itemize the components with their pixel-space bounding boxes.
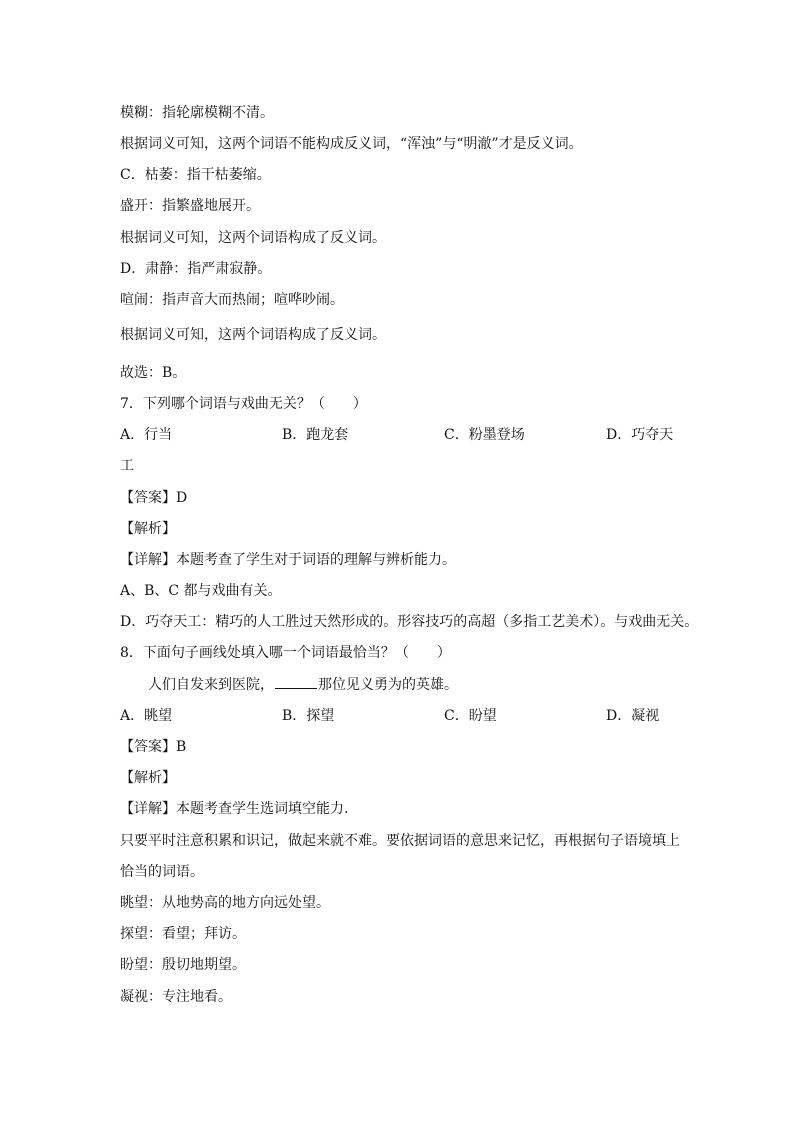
text-line: 故选：B。 bbox=[120, 365, 187, 381]
q8-option-d: D．凝视 bbox=[606, 708, 660, 724]
q7-detail: 【详解】本题考查了学生对于词语的理解与辨析能力。 bbox=[120, 552, 456, 568]
q8-explain-3: 探望：看望；拜访。 bbox=[120, 926, 246, 942]
q8-sentence-after: 那位见义勇为的英雄。 bbox=[318, 677, 458, 693]
q7-option-c: C．粉墨登场 bbox=[444, 427, 525, 443]
q8-sentence bbox=[148, 676, 458, 694]
q7-explain-2: D．巧夺天工：精巧的人工胜过天然形成的。形容技巧的高超（多指工艺美术）。与戏曲无关。 bbox=[120, 614, 699, 630]
text-line: 喧闹：指声音大而热闹；喧哗吵闹。 bbox=[120, 292, 344, 308]
q8-explain-4: 盼望：殷切地期望。 bbox=[120, 957, 246, 973]
q8-explain-2: 眺望：从地势高的地方向远处望。 bbox=[120, 895, 330, 911]
q8-explain-1b: 恰当的词语。 bbox=[120, 864, 204, 880]
q7-analysis: 【解析】 bbox=[120, 521, 176, 537]
q8-analysis: 【解析】 bbox=[120, 770, 176, 786]
text-line: D．肃静：指严肃寂静。 bbox=[120, 261, 272, 277]
q8-answer: 【答案】B bbox=[120, 739, 187, 755]
q8-option-b: B．探望 bbox=[282, 708, 335, 724]
q8-explain-1a: 只要平时注意积累和识记，做起来就不难。要依据词语的意思来记忆，再根据句子语境填上 bbox=[120, 833, 680, 849]
text-line: 盛开：指繁盛地展开。 bbox=[120, 198, 260, 214]
fill-blank bbox=[275, 676, 317, 689]
q8-detail: 【详解】本题考查学生选词填空能力. bbox=[120, 801, 349, 817]
q7-answer: 【答案】D bbox=[120, 490, 188, 506]
text-line: 根据词义可知，这两个词语不能构成反义词，“浑浊”与“明澈”才是反义词。 bbox=[120, 136, 583, 152]
q8-option-c: C．盼望 bbox=[444, 708, 497, 724]
q8-sentence-before: 人们自发来到医院， bbox=[148, 677, 274, 693]
q7-option-d: D．巧夺天 bbox=[606, 427, 674, 443]
text-line: 根据词义可知，这两个词语构成了反义词。 bbox=[120, 230, 386, 246]
question-7: 7．下列哪个词语与戏曲无关？（ ） bbox=[120, 396, 367, 412]
q7-option-d-wrap: 工 bbox=[120, 458, 134, 474]
q7-explain-1: A、B、C 都与戏曲有关。 bbox=[120, 583, 282, 599]
q7-option-a: A．行当 bbox=[120, 427, 173, 443]
q7-option-b: B．跑龙套 bbox=[282, 427, 349, 443]
text-line: C．枯萎：指干枯萎缩。 bbox=[120, 167, 271, 183]
q8-explain-5: 凝视：专注地看。 bbox=[120, 989, 232, 1005]
q8-option-a: A．眺望 bbox=[120, 708, 173, 724]
text-line: 模糊：指轮廓模糊不清。 bbox=[120, 105, 274, 121]
question-8: 8．下面句子画线处填入哪一个词语最恰当？（ ） bbox=[120, 645, 451, 661]
text-line: 根据词义可知，这两个词语构成了反义词。 bbox=[120, 327, 386, 343]
